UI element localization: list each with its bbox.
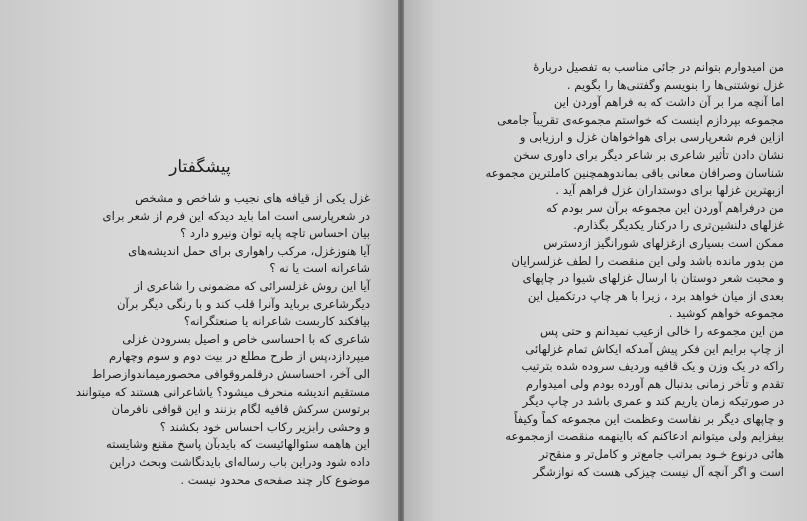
left-page-body (22, 190, 370, 489)
right-page-body (432, 59, 784, 481)
text-line: میپردازد،پس از طرح مطلع در بیت دوم و سوم وچهارم (108, 349, 370, 364)
text-line: آیا این روش غزلسرائی که مضمونی را شاعری از (134, 278, 370, 293)
text-line: موضوع کار چند صفحه‌ی محدود نیست . (180, 472, 370, 487)
text-line: مجموعه خواهم کوشید . (668, 306, 784, 321)
text-line: برتوسن سرکش قافیه لگام بزنند و این قوافی نافرمان (111, 402, 370, 417)
text-line: مستقیم اندیشه منحرف میشود؟ یاشاعرانی هستند که میتوانند (75, 384, 370, 399)
text-line: هائی درنوع خـود بمراتب جامع‌تر و کامل‌تر و منقح‌تر (538, 447, 784, 462)
text-line: تقدم و تأخر زمانی بدنبال هم آورده بودم ولی امیدوارم (525, 376, 784, 391)
left-page (0, 0, 398, 521)
text-line: اما آنچه مرا بر آن داشت که به فراهم آوردن این (553, 95, 784, 110)
text-line: راکه در یک وزن و یک قافیه ورد‌یف سروده شده بترتیب (521, 359, 784, 374)
page-heading: پیشگفتار (169, 157, 231, 177)
text-line: غزل یکی از قیافه های نجیب و شاخص و مشخص (135, 191, 370, 205)
text-line: غزلهای دلنشین‌تری را درکنار یکدیگر بگذارم. (573, 218, 784, 233)
text-line: در شعرپارسی است اما باید دیدکه این فرم از شعر برای (102, 208, 370, 223)
text-line: داده شود ودراین باب رساله‌ای بایدنگاشت وبحث دراین (109, 454, 370, 469)
text-line: در صورتیکه زمان یاریم کند و عمری باشد در چاپ دیگر (522, 394, 784, 409)
text-line: شاعری که با احساسی خاص و اصیل بسرودن غزلی (122, 331, 370, 346)
text-line: بیان احساس تاچه پایه توان ونیرو دارد ؟ (180, 226, 370, 241)
text-line: بیفزایم ولی میتوانم ادعاکنم که بااینهمه منقصت ازمجموعه (505, 429, 784, 444)
text-line: من درفراهم آوردن این مجموعه برآن سر بودم‌ که (546, 200, 784, 215)
text-line: شناسان وصرافان معانی باقی بماندوهمچنین کاملترین مجموعه (485, 165, 784, 180)
text-line: ازاین فرم شعرپارسی برای هواخواهان غزل و ارزیابی و (519, 130, 784, 145)
text-line: و چاپهای دیگر بر نفاست وعظمت این مجموعه کماً وکیفاً (514, 411, 784, 426)
text-line: ممکن است بسیاری ازغزلهای شورانگیز ازدسترس (543, 235, 784, 250)
text-line: از چاپ برایم این فکر پیش آمدکه ایکاش تمام غزلهائی (525, 341, 784, 356)
text-line: مجموعه بپردازم اینست که خواستم مجموعه‌ی تقریباً جامعی (497, 112, 784, 127)
text-line: بیافکند کاربست شاعرانه یا صنعتگرانه؟ (183, 314, 370, 329)
text-line: من امیدوارم بتوانم در جائی مناسب به تفصیل دربارهٔ (533, 60, 784, 74)
text-line: الی آخر، احساسش درقلمروقوافی محصورمیماندوازصراط (91, 366, 370, 381)
text-line: نشان دادن تأثیر شاعری بر شاعر دیگر برای داوری سخن (513, 147, 784, 162)
text-line: ازبهترین غزلها برای دوستداران غزل فراهم آید . (555, 183, 784, 198)
text-line: شاعرانه است یا نه ؟ (269, 261, 370, 276)
text-line: این هاهمه سئوالهائیست که بایدبآن پاسخ مقنع وشایسته (106, 437, 370, 452)
text-line: و وحشی رابزیر رکاب احساس خود بکشند ؟ (159, 419, 370, 434)
text-line: بعدی از میان خواهد برد ، زیرا با هر چاپ درتکمیل این (527, 288, 784, 303)
text-line: و محبت شعر دوستان با ارسال غزلهای شیوا در چاپهای (522, 271, 784, 286)
text-line: است و اگر آنچه آل نیست چیزکی هست که نوازشگر (533, 464, 784, 479)
text-line: غزل نوشتنی‌ها را بنویسم وگفتنی‌ها را بگویم . (566, 77, 784, 92)
text-line: من این مجموعه را خالی ازعیب نمیدانم و حتی پس (540, 323, 784, 338)
text-line: دیگرشاعری برباید وآنرا قلب کند و با رنگی دیگر برآن (116, 296, 370, 311)
text-line: آیا هنوزغزل، مرکب راهواری برای حمل اندیشه‌های (128, 243, 370, 258)
text-line: من بدور مانده باشد ولی این منقصت را لطف غزلسرایان (511, 253, 784, 268)
